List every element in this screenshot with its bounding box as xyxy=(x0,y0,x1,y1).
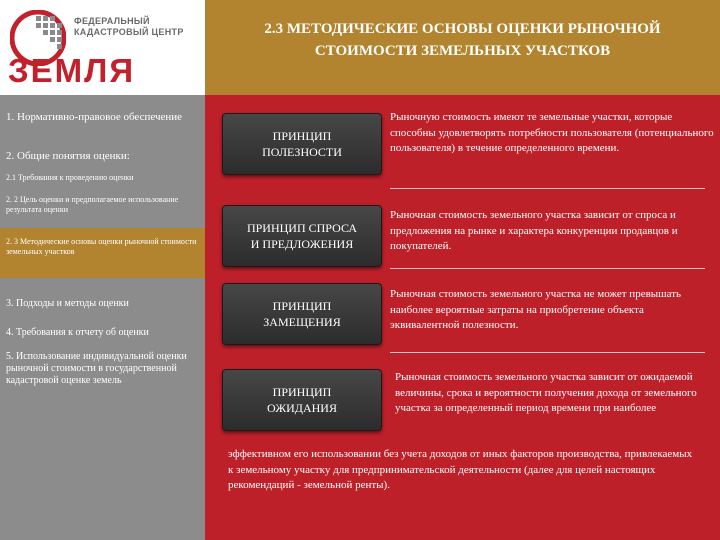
divider xyxy=(390,268,705,269)
sidebar-item-legal[interactable]: 1. Нормативно-правовое обеспечение xyxy=(6,111,183,123)
principle-supply-demand-description: Рыночная стоимость земельного участка зависит от спроса и предложения на рынке и характера конкуренции продавцов и покупателей. xyxy=(390,209,678,252)
principle-supply-demand-box xyxy=(222,205,382,267)
sidebar-item-approaches[interactable]: 3. Подходы и методы оценки xyxy=(6,298,129,309)
principle-substitution-box xyxy=(222,283,382,345)
principle-expectation-box xyxy=(222,369,382,431)
page-title-line2: СТОИМОСТИ ЗЕМЕЛЬНЫХ УЧАСТКОВ xyxy=(314,43,611,59)
divider xyxy=(390,188,705,189)
sidebar-item-general[interactable]: 2. Общие понятия оценки: xyxy=(6,150,130,162)
sidebar-item-methodology[interactable]: 2. 3 Методические основы оценки рыночной стоимости земельных участков xyxy=(6,237,197,256)
principle-utility-line1: ПРИНЦИП xyxy=(272,129,332,143)
principle-supply-demand-line1: ПРИНЦИП СПРОСА xyxy=(246,221,358,235)
principle-expectation-description-part2: эффективном его использовании без учета доходов от иных факторов производства, привлекаемых к земельному участку для предпринимательской деятельности (далее для целей настоящих рекомендаций - земельной ренты). xyxy=(228,448,693,491)
sidebar-nav xyxy=(0,95,205,540)
principle-substitution-description: Рыночная стоимость земельного участка не может превышать наиболее вероятные затраты на приобретение объекта эквивалентной полезности. xyxy=(390,288,682,331)
sidebar-item-purpose[interactable]: 2. 2 Цель оценки и предполагаемое использование результата оценки xyxy=(6,195,179,214)
sidebar-item-cadastral[interactable]: 5. Использование индивидуальной оценки рыночной стоимости в государственной кадастровой оценке земель xyxy=(6,351,187,386)
principle-substitution-line1: ПРИНЦИП xyxy=(272,299,332,313)
sidebar-item-requirements[interactable]: 2.1 Требования к проведению оценки xyxy=(6,173,134,182)
header-bar xyxy=(205,0,720,95)
principle-expectation-line1: ПРИНЦИП xyxy=(272,385,332,399)
logo xyxy=(0,0,205,95)
logo-subtitle xyxy=(74,16,184,38)
logo-line2: КАДАСТРОВЫЙ ЦЕНТР xyxy=(74,27,184,37)
sidebar-item-report[interactable]: 4. Требования к отчету об оценки xyxy=(6,327,149,338)
divider xyxy=(390,352,705,353)
logo-line1: ФЕДЕРАЛЬНЫЙ xyxy=(74,16,150,26)
principle-substitution-line2: ЗАМЕЩЕНИЯ xyxy=(263,315,341,329)
principle-utility-box xyxy=(222,113,382,175)
principle-expectation-description-part1: Рыночная стоимость земельного участка зависит от ожидаемой величины, срока и вероятности получения дохода от земельного участка за определенный период времени при наиболее xyxy=(395,371,697,414)
page-title-line1: 2.3 МЕТОДИЧЕСКИЕ ОСНОВЫ ОЦЕНКИ РЫНОЧНОЙ xyxy=(264,21,661,37)
principle-utility-line2: ПОЛЕЗНОСТИ xyxy=(262,145,342,159)
principle-supply-demand-line2: И ПРЕДЛОЖЕНИЯ xyxy=(250,237,354,251)
principle-utility-description: Рыночную стоимость имеют те земельные участки, которые способны удовлетворять потребности пользователя (потенциального пользователя) в течение определенного времени. xyxy=(390,111,714,154)
logo-wordmark: ЗЕМЛЯ xyxy=(8,52,136,89)
principle-expectation-line2: ОЖИДАНИЯ xyxy=(267,401,337,415)
page-title xyxy=(215,18,710,62)
